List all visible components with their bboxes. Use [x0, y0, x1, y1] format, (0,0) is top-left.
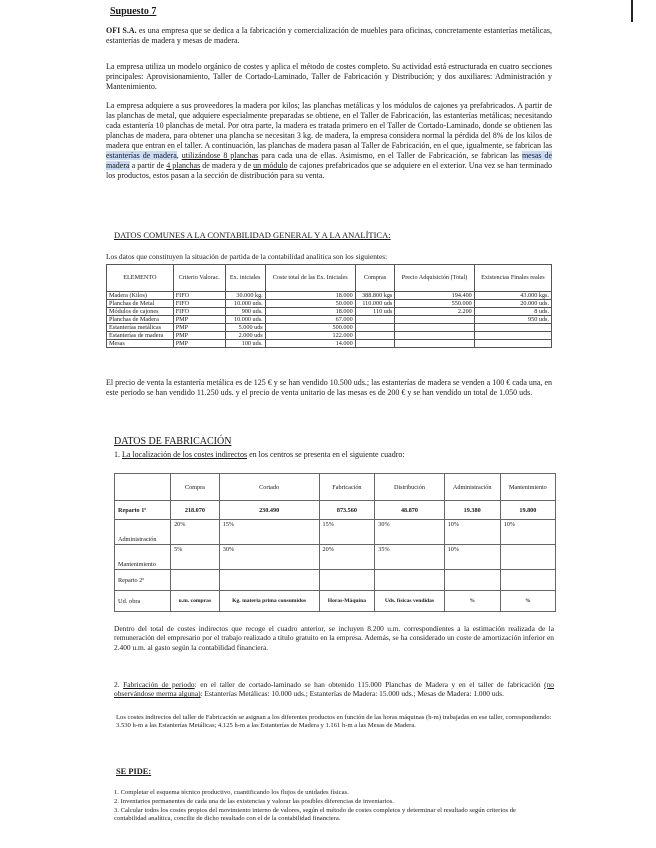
- cost-cell: %: [500, 591, 555, 612]
- inventory-header: Ex. iniciales: [225, 265, 265, 292]
- inventory-cell: Estanterías metálicas: [107, 324, 174, 332]
- fabricacion-periodo-paragraph: [114, 680, 554, 699]
- task-item: 1. Completar el esquema técnico productivo, cuantificando los flujos de unidades físicas.: [114, 789, 349, 796]
- cost-cell: [375, 570, 444, 591]
- company-name: OFI S.A.: [106, 26, 137, 35]
- underline-8-planchas: utilizándose 8 planchas: [181, 151, 259, 160]
- localizacion-line: [114, 450, 554, 460]
- inventory-cell: [474, 332, 551, 340]
- page-edge-rule: [631, 0, 633, 22]
- se-pide-heading: SE PIDE:: [116, 767, 152, 776]
- cost-cell: Mantenimiento: [115, 545, 171, 570]
- cost-distribution-table: [114, 473, 556, 612]
- cost-cell: Reparto 1º: [115, 501, 171, 520]
- inventory-cell: 2.000 uds: [225, 332, 265, 340]
- administracion-row: [115, 520, 556, 545]
- cost-cell: 30%: [375, 520, 444, 545]
- inventory-cell: 110.000 uds: [355, 300, 395, 308]
- inventory-cell: [355, 324, 395, 332]
- task-item: 2. Inventarios permanentes de cada una de las existencias y valorar las posibles diferencias de inventarios.: [114, 798, 394, 805]
- cost-cell: 19.380: [444, 501, 500, 520]
- inventory-cell: [355, 316, 395, 324]
- inventory-row: [107, 332, 552, 340]
- cost-header: Administración: [444, 474, 500, 501]
- intro-paragraph: [106, 26, 552, 46]
- production-text-c: para cada una de ellas. Asimismo, en el Taller de Fabricación, se fabrican las: [258, 151, 522, 160]
- underline-4-planchas: 4 planchas: [166, 161, 201, 170]
- cost-cell: [319, 570, 375, 591]
- horas-maquina-paragraph: Los costes indirectos del taller de Fabricación se asignan a los diferentes productos en función de las horas máquinas (h-m) trabajadas en ese taller, correspondiendo: 3.530 h-m a las Estanterías Metálicas; 4.125 h-m a las Estanterías de Madera y 1.161 h-m a las Mesas de Madera.: [116, 714, 552, 730]
- cost-cell: 19.800: [500, 501, 555, 520]
- cost-cell: [500, 545, 555, 570]
- inventory-header: ELEMENTO: [107, 265, 174, 292]
- inventory-header: Compras: [355, 265, 395, 292]
- datos-comunes-heading: DATOS COMUNES A LA CONTABILIDAD GENERAL Y A LA ANALÍTICA:: [114, 230, 391, 240]
- table1-caption: Los datos que constituyen la situación de partida de la contabilidad analítica son los siguientes:: [106, 252, 388, 261]
- cost-cell: Ud. obra: [115, 591, 171, 612]
- inventory-table-body: [107, 292, 552, 348]
- production-paragraph: [106, 101, 552, 181]
- fabricacion-heading: DATOS DE FABRICACIÓN: [114, 436, 232, 447]
- inventory-cell: FIFO: [173, 300, 225, 308]
- inventory-cell: PMP: [173, 324, 225, 332]
- production-text-f: de cajones prefabricados que se adquiere en el exterior. Una vez se han terminado los productos, estos pasan a la sección de distribución para su venta.: [106, 161, 552, 180]
- fab-text-a: : en el taller de cortado-laminado se han obtenido 115.000 Planchas de Madera y en el taller de fabricación: [194, 680, 545, 689]
- inventory-cell: 110 uds: [355, 308, 395, 316]
- inventory-cell: [355, 332, 395, 340]
- costes-indirectos-paragraph: Dentro del total de costes indirectos que recoge el cuadro anterior, se incluyen 8.200 u.m. correspondientes a la estimación realizada de la remuneración del empresario por el trabajo realizado a título gratuito en la empresa. Además, se ha considerado un coste de amortización inferior en 2.400 u.m. al gasto según la contabilidad financiera.: [114, 624, 554, 652]
- inventory-cell: 2.200: [395, 308, 474, 316]
- inventory-header: Coste total de las Ex. Iniciales: [265, 265, 355, 292]
- cost-cell: Uds. físicas vendidas: [375, 591, 444, 612]
- inventory-cell: 950 uds.: [474, 316, 551, 324]
- loc-number: 1.: [114, 450, 122, 459]
- inventory-header: Existencias Finales reales: [474, 265, 551, 292]
- inventory-cell: [395, 324, 474, 332]
- inventory-cell: [395, 332, 474, 340]
- cost-cell: [219, 570, 319, 591]
- cost-cell: 230.490: [219, 501, 319, 520]
- inventory-cell: 20.000 uds.: [474, 300, 551, 308]
- reparto1-row: [115, 501, 556, 520]
- page-title: Supuesto 7: [110, 6, 157, 17]
- production-text-e: de madera y de: [200, 161, 254, 170]
- cost-cell: 48.870: [375, 501, 444, 520]
- inventory-cell: Estanterías de madera: [107, 332, 174, 340]
- inventory-header: Precio Adquisición (Total): [395, 265, 474, 292]
- cost-cell: 10%: [500, 520, 555, 545]
- inventory-cell: [395, 316, 474, 324]
- inventory-cell: [395, 340, 474, 348]
- cost-cell: Reparto 2º: [115, 570, 171, 591]
- mantenimiento-row: [115, 545, 556, 570]
- inventory-cell: 10.000 uds.: [225, 300, 265, 308]
- inventory-cell: 388.800 kgs: [355, 292, 395, 300]
- cost-cell: 35%: [375, 545, 444, 570]
- inventory-cell: 67.000: [265, 316, 355, 324]
- inventory-row: [107, 308, 552, 316]
- reparto2-row: [115, 570, 556, 591]
- cost-cell: [500, 570, 555, 591]
- inventory-cell: PMP: [173, 332, 225, 340]
- unidad-obra-row: [115, 591, 556, 612]
- inventory-cell: FIFO: [173, 308, 225, 316]
- inventory-cell: 500.000: [265, 324, 355, 332]
- inventory-cell: 14.000: [265, 340, 355, 348]
- inventory-cell: 194.400: [395, 292, 474, 300]
- cost-header: Mantenimiento: [500, 474, 555, 501]
- fab-text-b: : Estanterías Metálicas: 10.000 uds.; Estanterías de Madera: 15.000 uds.; Mesas de Madera: 1.000 uds.: [200, 689, 504, 699]
- production-text-b: ,: [176, 151, 182, 160]
- loc-underlined: La localización de los costes indirectos: [122, 450, 248, 459]
- inventory-row: [107, 340, 552, 348]
- cost-cell: [444, 570, 500, 591]
- cost-cell: Administración: [115, 520, 171, 545]
- cost-cell: 5%: [171, 545, 220, 570]
- fab-underlined-2: (no observándose merma alguna): [114, 680, 554, 699]
- cost-header: Distribución: [375, 474, 444, 501]
- cost-cell: 20%: [171, 520, 220, 545]
- inventory-cell: PMP: [173, 316, 225, 324]
- cost-cell: u.m. compras: [171, 591, 220, 612]
- inventory-cell: Módulos de cajones: [107, 308, 174, 316]
- inventory-cell: Planchas de Metal: [107, 300, 174, 308]
- inventory-cell: Planchas de Madera: [107, 316, 174, 324]
- production-text-a: La empresa adquiere a sus proveedores la madera por kilos; las planchas metálicas y los módulos de cajones ya prefabricados. A partir de las planchas de metal, que adquiere especialmente preparadas se obtiene, en el Taller de Fabricación, las estanterías metálicas; necesitando cada estantería 10 planchas de metal. Por otra parte, la madera es tratada primero en el Taller de Cortado-Laminado, donde se obtienen las planchas de madera, para obtener una plancha se necesitan 3 kg. de madera, la empresa considera normal la pérdida del 8% de los kilos de madera que entran en el taller. A continuación, las planchas de madera pasan al Taller de Fabricación, en el que, igualmente, se fabrican las: [106, 101, 552, 150]
- inventory-row: [107, 316, 552, 324]
- inventory-cell: Mesas: [107, 340, 174, 348]
- inventory-cell: 50.000: [265, 300, 355, 308]
- cost-cell: [171, 570, 220, 591]
- cost-cell: 15%: [219, 520, 319, 545]
- underline-un-modulo: un módulo: [253, 161, 288, 170]
- inventory-cell: 18.000: [265, 308, 355, 316]
- production-text-d: a partir de: [129, 161, 167, 170]
- cost-header: [115, 474, 171, 501]
- inventory-cell: 122.000: [265, 332, 355, 340]
- fab-number: 2.: [114, 680, 124, 689]
- inventory-row: [107, 324, 552, 332]
- cost-cell: 20%: [319, 545, 375, 570]
- task-item: 3. Calcular todos los costes propios del movimiento interno de valores, según el método de costes completos y determinar el resultado según criterios de contabilidad analítica, concilie de dicho resultado con el de la contabilidad financiera.: [114, 807, 516, 823]
- inventory-cell: 30.000 kg.: [225, 292, 265, 300]
- organization-paragraph: La empresa utiliza un modelo orgánico de costes y aplica el método de costes completo. Su actividad está estructurada en cuatro secciones principales: Aprovisionamiento, Taller de Cortado-Laminado, Taller de Fabricación y Distribución; y dos auxiliares: Administración y Mantenimiento.: [106, 62, 552, 91]
- inventory-cell: PMP: [173, 340, 225, 348]
- inventory-cell: 8 uds.: [474, 308, 551, 316]
- cost-cell: 10%: [444, 520, 500, 545]
- cost-header-row: [115, 474, 556, 501]
- inventory-cell: [474, 324, 551, 332]
- inventory-cell: 5.000 uds: [225, 324, 265, 332]
- fab-underlined: Fabricación de periodo: [123, 680, 195, 689]
- inventory-cell: FIFO: [173, 292, 225, 300]
- inventory-header: Criterio Valorac.: [173, 265, 225, 292]
- inventory-cell: [474, 340, 551, 348]
- cost-header: Cortado: [219, 474, 319, 501]
- inventory-cell: 550.000: [395, 300, 474, 308]
- intro-text: es una empresa que se dedica a la fabricación y comercialización de muebles para oficinas, concretamente estanterías metálicas, estanterías de madera y mesas de madera.: [106, 26, 553, 45]
- inventory-cell: 100 uds.: [225, 340, 265, 348]
- highlight-mesas-madera: mesas de madera: [106, 151, 552, 170]
- cost-cell: Horas-Máquina: [319, 591, 375, 612]
- cost-cell: Kg. materia prima consumidos: [219, 591, 319, 612]
- cost-cell: 10%: [444, 545, 500, 570]
- inventory-table: [106, 264, 552, 348]
- inventory-cell: Madera (Kilos): [107, 292, 174, 300]
- loc-rest: en los centros se presenta en el siguiente cuadro:: [247, 450, 405, 459]
- highlight-estanterias-madera: estanterías de madera: [106, 151, 177, 160]
- cost-header: Compra: [171, 474, 220, 501]
- inventory-cell: 10.000 uds.: [225, 316, 265, 324]
- cost-header: Fabricación: [319, 474, 375, 501]
- cost-cell: 218.070: [171, 501, 220, 520]
- cost-cell: 15%: [319, 520, 375, 545]
- inventory-row: [107, 292, 552, 300]
- inventory-cell: 900 uds.: [225, 308, 265, 316]
- cost-cell: 30%: [219, 545, 319, 570]
- sales-paragraph: El precio de venta la estantería metálica es de 125 € y se han vendido 10.500 uds.; las estanterías de madera se venden a 100 € cada una, en este periodo se han vendido 11.250 uds. y el precio de venta unitario de las mesas es de 200 € y se han vendido un total de 1.050 uds.: [106, 378, 552, 397]
- inventory-cell: [355, 340, 395, 348]
- cost-cell: 873.560: [319, 501, 375, 520]
- inventory-cell: 43.000 kgs.: [474, 292, 551, 300]
- cost-cell: %: [444, 591, 500, 612]
- inventory-row: [107, 300, 552, 308]
- inventory-header-row: [107, 265, 552, 292]
- inventory-cell: 18.000: [265, 292, 355, 300]
